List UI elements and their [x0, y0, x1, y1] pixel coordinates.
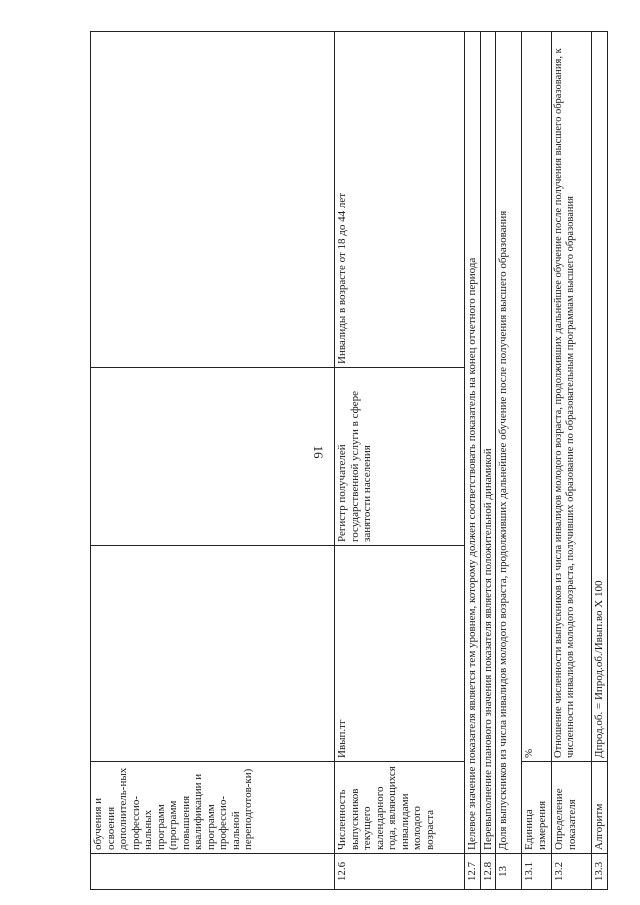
source-cell: Регистр получателей государственной услуги в сфере занятости населения	[335, 368, 465, 546]
table-row	[91, 32, 335, 890]
row-number	[91, 854, 335, 890]
indicator-title: Доля выпускников из числа инвалидов молодого возраста, продолживших дальнейшее обучение после получения высшего образования	[496, 32, 522, 854]
row-number: 12.8	[480, 854, 496, 890]
indicator-name-cell: обучения и освоения дополнитель-ных профессио-нальных программ (программ повышения квалификации и программ профессио-нальной переподготов-ки)	[91, 762, 335, 854]
note-cell	[91, 32, 335, 368]
field-label: Определение показателя	[552, 762, 592, 854]
unit-value: %	[522, 32, 552, 762]
target-value-text: Целевое значение показателя является тем уровнем, которому должен соответствовать показатель на конец отчетного периода	[465, 32, 481, 854]
indicator-table	[90, 31, 608, 890]
table-row	[592, 32, 608, 890]
document-table-area	[90, 32, 605, 890]
source-cell	[91, 368, 335, 546]
table-row	[335, 32, 465, 890]
row-number: 13.3	[592, 854, 608, 890]
table-row	[522, 32, 552, 890]
indicator-name-cell: Численность выпускников текущего календарного года, являющихся инвалидами молодого возраста	[335, 762, 465, 854]
field-label: Алгоритм	[592, 762, 608, 854]
formula-text: Дпрод.об. = Ипрод.об./Ивып.во Х 100	[592, 32, 608, 762]
page-number: 16	[311, 445, 326, 459]
overfulfillment-text: Перевыполнение планового значения показателя является положительной динамикой	[480, 32, 496, 854]
table-row	[480, 32, 496, 890]
note-cell: Инвалиды в возрасте от 18 до 44 лет	[335, 32, 465, 368]
designation-cell	[91, 546, 335, 762]
row-number: 13	[496, 854, 522, 890]
row-number: 13.2	[552, 854, 592, 890]
field-label: Единица измерения	[522, 762, 552, 854]
table-row	[552, 32, 592, 890]
table-row	[496, 32, 522, 890]
table-row	[465, 32, 481, 890]
designation-cell: Ивып.тг	[335, 546, 465, 762]
row-number: 13.1	[522, 854, 552, 890]
row-number: 12.7	[465, 854, 481, 890]
row-number: 12.6	[335, 854, 465, 890]
definition-text: Отношение численности выпускников из числа инвалидов молодого возраста, продолживших дальнейшее обучение после получения высшего образования, к численности инвалидов молодого возраста, получивших образование по образовательным программам высшего образования	[552, 32, 592, 762]
